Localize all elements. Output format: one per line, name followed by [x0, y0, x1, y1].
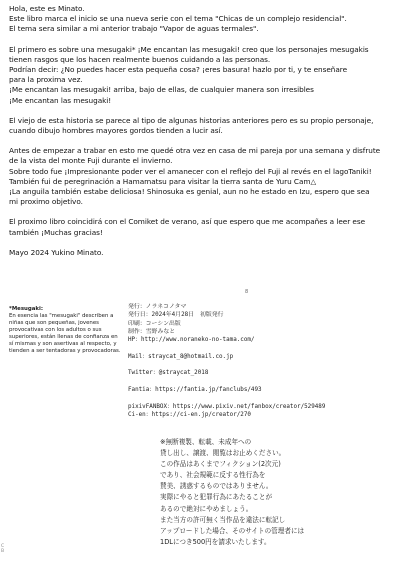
footnote-title: *Mesugaki:	[9, 306, 43, 312]
notice-line: また当方の許可無く当作品を違法に転記し	[160, 515, 286, 524]
colophon-twitter: Twitter：@straycat_2018	[128, 370, 209, 377]
afterword-line: para la proxima vez.	[9, 75, 83, 85]
afterword-line: Antes de empezar a trabar en esto me quedé otra vez en casa de mi pareja por una semana y disfrute	[9, 146, 381, 156]
afterword-line: mi proximo objetivo.	[9, 197, 83, 207]
colophon-fantia: Fantia：https://fantia.jp/fanclubs/493	[128, 386, 262, 393]
afterword-line: Este libro marca el inicio se una nueva serie con el tema "Chicas de un complejo residencial".	[9, 14, 347, 24]
afterword-line: ¡La anguila también estabe deliciosa! Shinosuka es genial, aun no he estado en Izu, espero que sea	[9, 187, 370, 197]
afterword-text	[9, 4, 393, 258]
afterword-line: ¡Me encantan las mesugaki! arriba, bajo de ellas, de cualquier manera son irresibles	[9, 85, 314, 95]
afterword-line: tienen rasgos que los hacen realmente buenos cuidando a las personas.	[9, 54, 271, 64]
margin-mark-char: C	[1, 544, 5, 549]
margin-mark	[1, 544, 4, 554]
notice-line: 貸し出し、譲渡、閲覧はお止めください。	[160, 449, 286, 458]
colophon-author: 制作：雪野みなと	[128, 328, 176, 335]
notice-line: 賛美、誘惑するものではありません。	[160, 482, 273, 491]
colophon	[128, 303, 390, 419]
colophon-cien: Ci-en：https://ci-en.jp/creator/270	[128, 411, 251, 418]
copyright-notice	[160, 437, 385, 548]
afterword-line: ¡Me encantan las mesugaki!	[9, 95, 112, 105]
colophon-publisher: 発行：ノラネコノタマ	[128, 304, 187, 310]
colophon-homepage: HP：http://www.noraneko-no-tama.com/	[128, 337, 255, 344]
afterword-line: Hola, este es Minato.	[9, 4, 85, 13]
mesugaki-footnote	[9, 306, 121, 355]
notice-line: 実際にやると犯罪行為にあたることが	[160, 493, 273, 502]
colophon-printer: 印刷：コーシン出版	[128, 320, 181, 327]
notice-line: アップロードした場合、そのサイトの管理者には	[160, 526, 305, 535]
notice-line: 1DLにつき500円を請求いたします。	[160, 537, 271, 546]
afterword-line: de la vista del monte Fuji durante el invierno.	[9, 156, 173, 166]
colophon-fanbox: pixivFANBOX：https://www.pixiv.net/fanbox/creator/529489	[128, 403, 326, 410]
notice-line: であり、社会規範に反する性行為を	[160, 471, 266, 480]
afterword-line: El viejo de esta historia se parece al tipo de algunas historias anteriores pero es su propio personaje,	[9, 115, 374, 125]
notice-line: この作品はあくまでフィクション(2次元)	[160, 460, 281, 469]
afterword-line: El tema sera similar a mi anterior trabajo "Vapor de aguas termales".	[9, 24, 259, 34]
page-number: 8	[245, 289, 249, 295]
margin-mark-char: B	[1, 549, 5, 554]
afterword-line: El proximo libro coincidirá con el Comiket de verano, así que espero que me acompañes a leer ese	[9, 217, 366, 227]
notice-line: ※無断複製、転載、未成年への	[160, 438, 252, 446]
afterword-line: El primero es sobre una mesugaki* ¡Me encantan las mesugaki! creo que los personajes mesugakis	[9, 44, 369, 54]
notice-line: あるので絶対にやめましょう。	[160, 504, 253, 513]
colophon-date: 発行日：2024年4月28日 初版発行	[128, 312, 224, 319]
afterword-signature: Mayo 2024 Yukino Minato.	[9, 247, 104, 257]
afterword-line: también ¡Muchas gracias!	[9, 227, 103, 237]
afterword-line: cuando dibujo hombres mayores gordos tienden a lucir así.	[9, 126, 223, 136]
footnote-body: En esencia las "mesugaki" describen a niñas que son pequeñas, jovenes provocativas con los adultos o sus superiores, están llenas de confianza en sí mismas y son asertivas al respecto, y tienden a ser tentadoras y provocadoras.	[9, 313, 121, 354]
afterword-line: Podrían decir: ¿No puedes hacer esta pequeña cosa? ¡eres basura! hazlo por ti, y te enseñare	[9, 65, 348, 75]
afterword-line: Sobre todo fue ¡Impresionante poder ver el amanecer con el reflejo del Fuji al revés en el lagoTaniki!	[9, 166, 372, 176]
afterword-line: También fui de peregrinación a Hamamatsu para visitar la tierra santa de Yuru Cam△	[9, 176, 317, 186]
colophon-mail: Mail：straycat_8@hotmail.co.jp	[128, 353, 234, 360]
